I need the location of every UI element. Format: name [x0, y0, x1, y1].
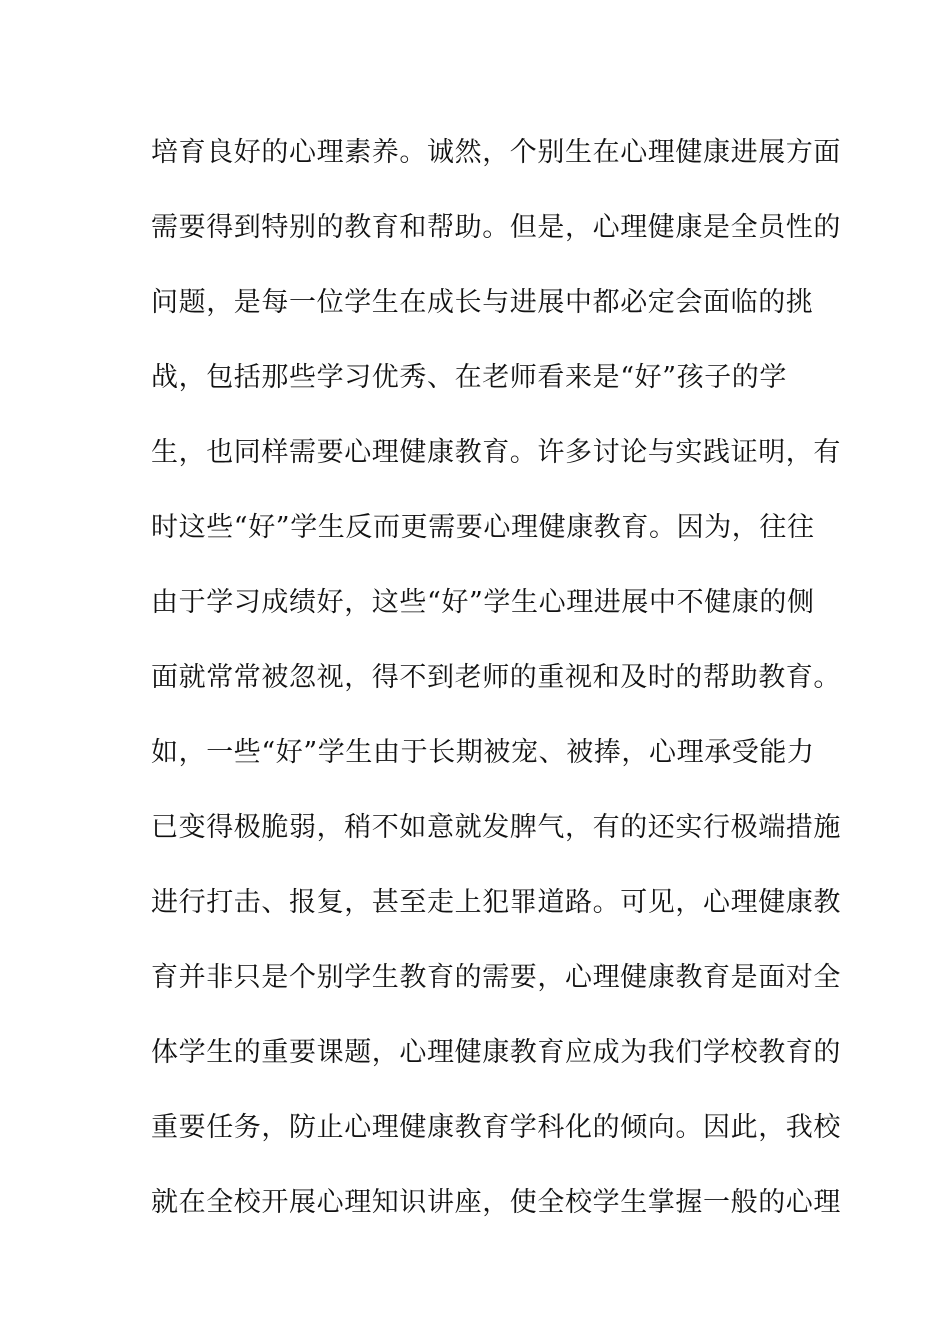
- text-line: 面就常常被忽视，得不到老师的重视和及时的帮助教育。: [151, 662, 841, 693]
- text-line: 培育良好的心理素养。诚然，个别生在心理健康进展方面: [151, 137, 841, 168]
- text-line: 时这些“好”学生反而更需要心理健康教育。因为，往往: [151, 512, 815, 543]
- text-line: 战，包括那些学习优秀、在老师看来是“好”孩子的学: [151, 362, 788, 393]
- text-line: 育并非只是个别学生教育的需要，心理健康教育是面对全: [151, 962, 841, 993]
- text-line: 生，也同样需要心理健康教育。许多讨论与实践证明，有: [151, 437, 841, 468]
- text-line: 已变得极脆弱，稍不如意就发脾气，有的还实行极端措施: [151, 812, 841, 843]
- text-line: 需要得到特别的教育和帮助。但是，心理健康是全员性的: [151, 212, 841, 243]
- text-line: 体学生的重要课题，心理健康教育应成为我们学校教育的: [151, 1037, 841, 1068]
- body-text: [151, 131, 841, 1256]
- text-line: 问题，是每一位学生在成长与进展中都必定会面临的挑: [151, 287, 814, 318]
- text-line: 由于学习成绩好，这些“好”学生心理进展中不健康的侧: [151, 587, 815, 618]
- text-line: 就在全校开展心理知识讲座，使全校学生掌握一般的心理: [151, 1187, 841, 1218]
- text-line: 进行打击、报复，甚至走上犯罪道路。可见，心理健康教: [151, 887, 841, 918]
- text-line: 重要任务，防止心理健康教育学科化的倾向。因此，我校: [151, 1112, 841, 1143]
- text-line: 如，一些“好”学生由于长期被宠、被捧，心理承受能力: [151, 737, 815, 768]
